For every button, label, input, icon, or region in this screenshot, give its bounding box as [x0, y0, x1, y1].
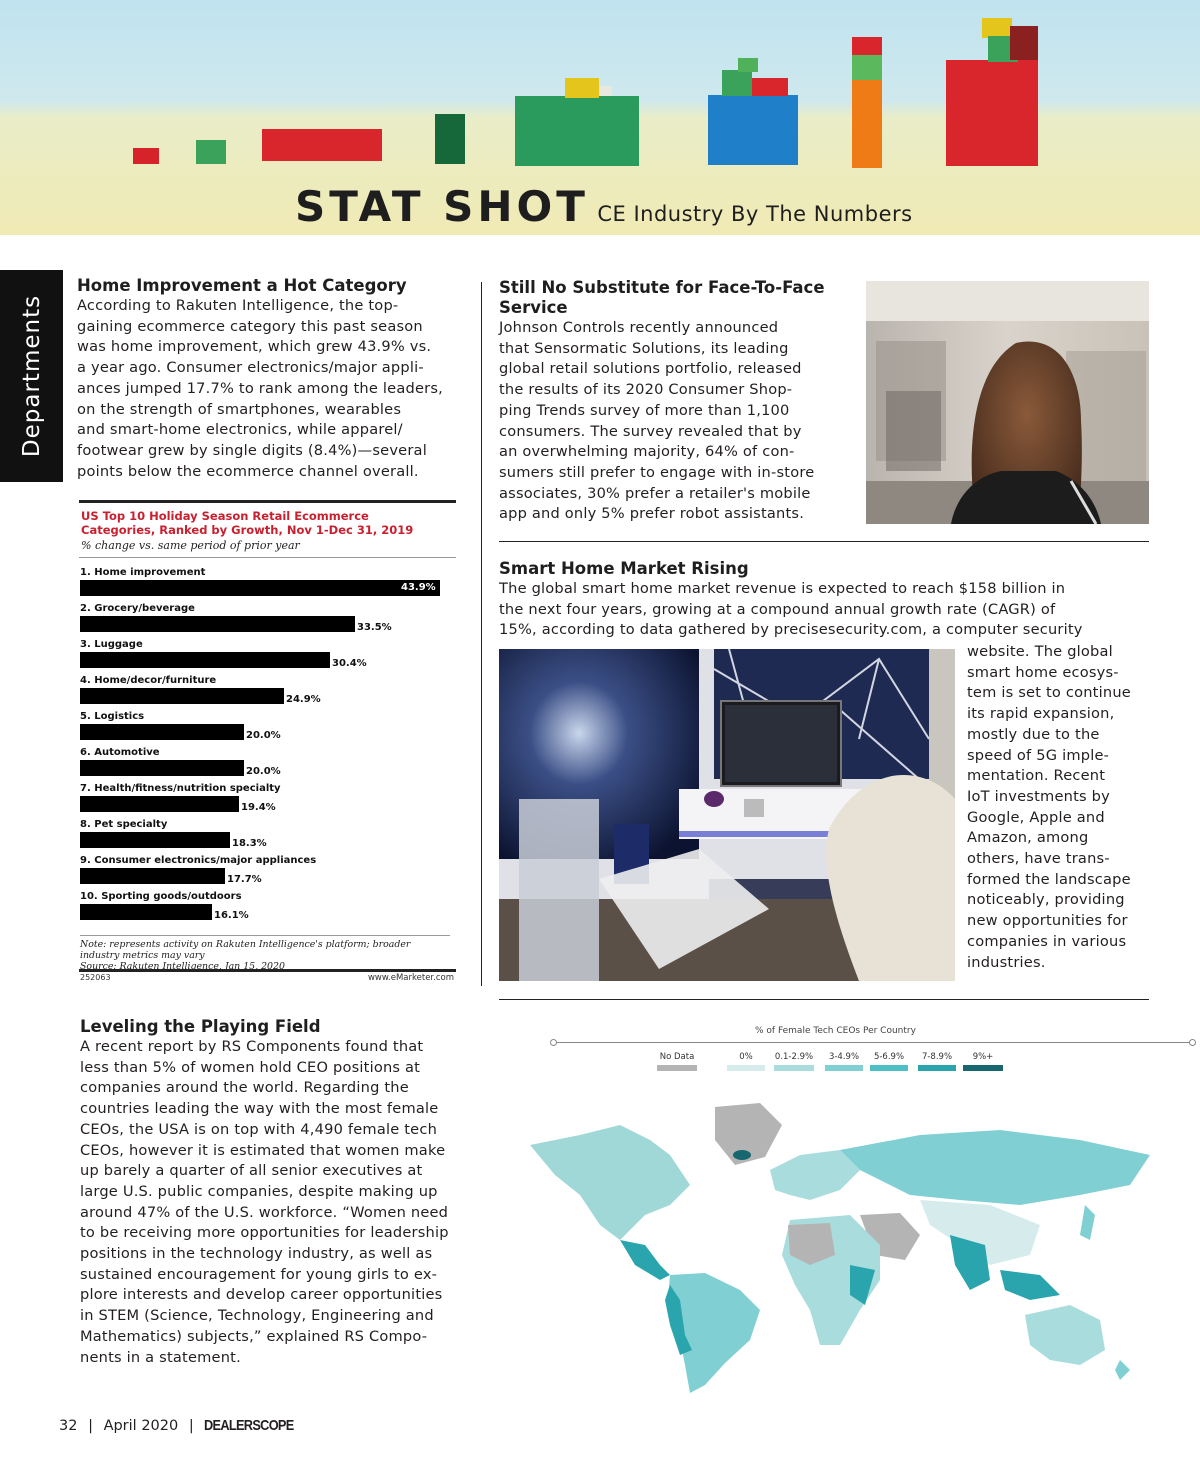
page-number: 32: [59, 1418, 78, 1434]
home-improvement-body: [77, 296, 472, 482]
chart-bar: [80, 616, 355, 632]
smart-home-body-narrow: [967, 642, 1152, 973]
map-legend-item: [774, 1052, 814, 1071]
map-legend-item: [918, 1052, 956, 1071]
chart-divider: [79, 557, 456, 558]
colored-blocks-illustration: [0, 0, 1200, 180]
chart-title-line: US Top 10 Holiday Season Retail Ecommerce: [81, 509, 369, 523]
column-divider: [481, 282, 482, 986]
text-line: app and only 5% prefer robot assistants.: [499, 505, 805, 523]
chart-brand: www.eMarketer.com: [367, 973, 454, 983]
map-legend-swatch: [963, 1065, 1003, 1071]
playing-field-heading: Leveling the Playing Field: [80, 1017, 321, 1036]
smart-home-article: [499, 559, 1149, 641]
text-line: new opportunities for: [967, 912, 1128, 930]
chart-source: Source: Rakuten Intelligence, Jan 15, 2020: [80, 961, 285, 972]
chart-code: 252063: [80, 973, 111, 982]
chart-category-label: 4. Home/decor/furniture: [80, 675, 217, 686]
chart-value-label: 43.9%: [401, 582, 436, 593]
text-line: Google, Apple and: [967, 808, 1105, 826]
map-title: % of Female Tech CEOs Per Country: [755, 1026, 916, 1036]
map-legend-item: [825, 1052, 863, 1071]
playing-field-body: [80, 1037, 490, 1368]
text-line: companies around the world. Regarding the: [80, 1079, 409, 1097]
map-legend-axis: [553, 1042, 1193, 1043]
text-line: the results of its 2020 Consumer Shop-: [499, 381, 793, 399]
footer-separator: |: [188, 1418, 194, 1434]
chart-category-label: 10. Sporting goods/outdoors: [80, 891, 242, 902]
text-line: speed of 5G imple-: [967, 746, 1110, 764]
text-line: plore interests and develop career opportunities: [80, 1286, 443, 1304]
text-line: an overwhelming majority, 64% of con-: [499, 443, 795, 461]
smart-home-body-wide: [499, 579, 1149, 641]
text-line: consumers. The survey revealed that by: [499, 422, 802, 440]
text-line: Johnson Controls recently announced: [499, 319, 779, 336]
chart-note-line: Note: represents activity on Rakuten Intelligence's platform; broader: [80, 939, 411, 950]
text-line: a year ago. Consumer electronics/major appli-: [77, 359, 424, 377]
chart-bar: [80, 904, 212, 920]
map-legend-label: 0.1-2.9%: [774, 1052, 814, 1062]
text-line: Mathematics) subjects,” explained RS Compo-: [80, 1327, 428, 1345]
ecommerce-growth-chart: [79, 500, 456, 985]
section-divider: [499, 541, 1149, 542]
text-line: 15%, according to data gathered by precisesecurity.com, a computer security: [499, 621, 1083, 639]
map-legend-item: [727, 1052, 765, 1071]
text-line: on the strength of smartphones, wearables: [77, 400, 402, 418]
text-line: gaining ecommerce category this past season: [77, 317, 423, 335]
living-room-photo-image: [499, 649, 955, 981]
chart-bar: [80, 580, 440, 596]
text-line: smart home ecosys-: [967, 663, 1119, 681]
stat-shot-banner: [0, 0, 1200, 235]
text-line: the next four years, growing at a compound annual growth rate (CAGR) of: [499, 600, 1056, 618]
map-legend-label: No Data: [659, 1052, 695, 1062]
text-line: positions in the technology industry, as well as: [80, 1245, 433, 1263]
text-line: others, have trans-: [967, 850, 1110, 868]
map-legend-label: 0%: [739, 1052, 753, 1062]
chart-value-label: 20.0%: [246, 766, 281, 777]
text-line: was home improvement, which grew 43.9% vs.: [77, 338, 432, 356]
issue-date: April 2020: [103, 1418, 179, 1434]
text-line: global retail solutions portfolio, released: [499, 360, 802, 378]
chart-category-label: 5. Logistics: [80, 711, 145, 722]
smart-home-living-room-photo: [499, 649, 955, 981]
text-line: CEOs, however it is estimated that women make: [80, 1141, 446, 1159]
text-line: According to Rakuten Intelligence, the top-: [77, 297, 399, 314]
chart-value-label: 20.0%: [246, 730, 281, 741]
text-line: associates, 30% prefer a retailer's mobile: [499, 484, 811, 502]
map-legend-item: [963, 1052, 1003, 1071]
text-line: ances jumped 17.7% to rank among the leaders,: [77, 379, 443, 397]
text-line: ping Trends survey of more than 1,100: [499, 401, 790, 419]
footer-separator: |: [88, 1418, 93, 1434]
text-line: noticeably, providing: [967, 891, 1125, 909]
map-legend-label: 7-8.9%: [921, 1052, 953, 1062]
text-line: website. The global: [967, 643, 1113, 660]
chart-note-line: industry metrics may vary: [80, 950, 205, 961]
chart-value-label: 33.5%: [357, 622, 392, 633]
face-to-face-heading: [499, 278, 859, 318]
page-footer: [59, 1417, 310, 1434]
map-legend-label: 9%+: [972, 1052, 994, 1062]
text-line: formed the landscape: [967, 870, 1131, 888]
text-line: up barely a quarter of all senior executives at: [80, 1162, 423, 1180]
shopper-photo: [866, 281, 1149, 524]
text-line: CEOs, the USA is on top with 4,490 female tech: [80, 1120, 438, 1138]
text-line: large U.S. public companies, despite making up: [80, 1182, 438, 1200]
chart-category-label: 8. Pet specialty: [80, 819, 168, 830]
text-line: mostly due to the: [967, 725, 1100, 743]
text-line: A recent report by RS Components found that: [80, 1038, 424, 1055]
text-line: companies in various: [967, 932, 1127, 950]
chart-bar: [80, 796, 239, 812]
chart-category-label: 9. Consumer electronics/major appliances: [80, 855, 317, 866]
text-line: mentation. Recent: [967, 767, 1106, 785]
text-line: that Sensormatic Solutions, its leading: [499, 339, 789, 357]
chart-category-label: 7. Health/fitness/nutrition specialty: [80, 783, 281, 794]
chart-value-label: 19.4%: [241, 802, 276, 813]
map-legend-swatch: [727, 1065, 765, 1071]
chart-bar: [80, 688, 284, 704]
text-line: tem is set to continue: [967, 684, 1131, 702]
text-line: countries leading the way with the most female: [80, 1100, 439, 1118]
section-side-tab-label: Departments: [18, 294, 45, 458]
chart-value-label: 24.9%: [286, 694, 321, 705]
text-line: less than 5% of women hold CEO positions at: [80, 1058, 421, 1076]
chart-subtitle: % change vs. same period of prior year: [81, 539, 300, 552]
world-map-female-ceos: [520, 1095, 1160, 1395]
chart-title: [81, 509, 451, 537]
chart-value-label: 17.7%: [227, 874, 262, 885]
heading-line: Still No Substitute for Face-To-Face: [499, 278, 825, 297]
chart-category-label: 6. Automotive: [80, 747, 160, 758]
smart-home-heading: Smart Home Market Rising: [499, 559, 749, 578]
text-line: sustained encouragement for young girls to ex-: [80, 1265, 438, 1283]
map-legend-item: [870, 1052, 908, 1071]
chart-category-label: 1. Home improvement: [80, 567, 206, 578]
chart-bar: [80, 868, 225, 884]
home-improvement-article: [77, 276, 472, 482]
text-line: points below the ecommerce channel overall.: [77, 462, 419, 480]
map-legend-label: 5-6.9%: [873, 1052, 905, 1062]
section-side-tab: [0, 270, 63, 482]
text-line: its rapid expansion,: [967, 705, 1115, 723]
chart-bar: [80, 724, 244, 740]
text-line: sumers still prefer to engage with in-store: [499, 463, 815, 481]
magazine-brand: DEALERSCOPE: [204, 1417, 294, 1434]
chart-value-label: 18.3%: [232, 838, 267, 849]
shopper-photo-image: [866, 281, 1149, 524]
section-divider: [499, 999, 1149, 1000]
chart-bar: [80, 832, 230, 848]
chart-note: [80, 935, 450, 972]
text-line: Amazon, among: [967, 829, 1089, 847]
banner-title-subtitle: CE Industry By The Numbers: [597, 202, 913, 226]
chart-bar: [80, 760, 244, 776]
chart-category-label: 2. Grocery/beverage: [80, 603, 195, 614]
banner-title-main: STAT SHOT: [295, 182, 589, 231]
text-line: industries.: [967, 953, 1046, 971]
home-improvement-heading: Home Improvement a Hot Category: [77, 276, 407, 295]
text-line: nents in a statement.: [80, 1348, 241, 1366]
chart-bar: [80, 652, 330, 668]
map-legend-swatch: [870, 1065, 908, 1071]
face-to-face-body: [499, 318, 859, 525]
text-line: in STEM (Science, Technology, Engineering and: [80, 1307, 434, 1325]
chart-value-label: 30.4%: [332, 658, 367, 669]
text-line: The global smart home market revenue is expected to reach $158 billion in: [499, 580, 1066, 597]
banner-title: [295, 182, 913, 231]
text-line: IoT investments by: [967, 787, 1110, 805]
chart-value-label: 16.1%: [214, 910, 249, 921]
text-line: and smart-home electronics, while apparel/: [77, 421, 403, 439]
face-to-face-article: [499, 278, 859, 525]
chart-title-line: Categories, Ranked by Growth, Nov 1-Dec 31, 2019: [81, 523, 414, 537]
chart-category-label: 3. Luggage: [80, 639, 143, 650]
text-line: to be receiving more opportunities for leadership: [80, 1224, 449, 1242]
text-line: footwear grew by single digits (8.4%)—several: [77, 441, 427, 459]
map-legend-item: [657, 1052, 697, 1071]
chart-bottom-rule: [79, 969, 456, 972]
heading-line: Service: [499, 298, 568, 317]
map-legend-swatch: [657, 1065, 697, 1071]
map-legend-swatch: [918, 1065, 956, 1071]
map-legend-label: 3-4.9%: [828, 1052, 860, 1062]
map-legend-swatch: [774, 1065, 814, 1071]
map-legend-swatch: [825, 1065, 863, 1071]
playing-field-article: [80, 1017, 490, 1368]
text-line: around 47% of the U.S. workforce. “Women need: [80, 1203, 449, 1221]
